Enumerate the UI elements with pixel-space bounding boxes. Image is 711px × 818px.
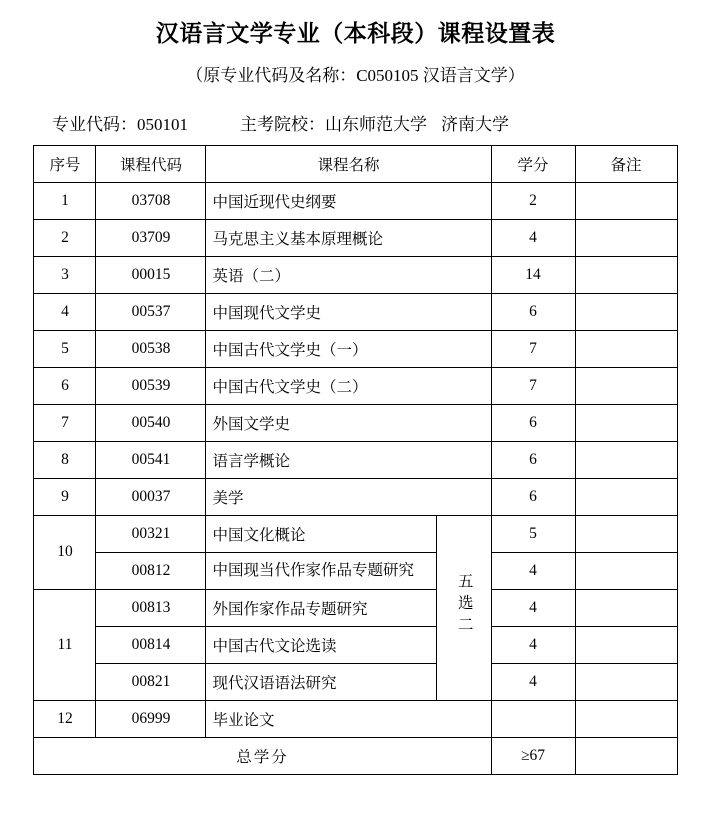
cell-credit: 6 (491, 293, 575, 330)
cell-credit: 6 (491, 478, 575, 515)
cell-remark (575, 219, 677, 256)
total-label: 总学分 (34, 737, 491, 774)
cell-remark (575, 700, 677, 737)
cell-remark (575, 478, 677, 515)
cell-credit: 7 (491, 330, 575, 367)
elective-row (34, 552, 677, 589)
cell-seq-elective-first: 10 (34, 515, 96, 589)
elective-row (34, 626, 677, 663)
total-credit: ≥67 (491, 737, 575, 774)
cell-credit: 4 (491, 663, 575, 700)
cell-remark (575, 367, 677, 404)
cell-name: 中国现当代作家作品专题研究 (206, 552, 437, 589)
elective-pick-note-text: 五选二 (455, 573, 473, 638)
elective-row (34, 515, 677, 552)
cell-remark (575, 589, 677, 626)
table-row (34, 441, 677, 478)
cell-code: 06999 (96, 700, 206, 737)
cell-name: 外国文学史 (206, 404, 491, 441)
cell-code: 00321 (96, 515, 206, 552)
cell-seq: 5 (34, 330, 96, 367)
cell-credit: 4 (491, 219, 575, 256)
cell-seq: 6 (34, 367, 96, 404)
cell-name: 中国古代文论选读 (206, 626, 437, 663)
cell-name: 中国近现代史纲要 (206, 182, 491, 219)
cell-remark (575, 182, 677, 219)
cell-name: 毕业论文 (206, 700, 491, 737)
cell-seq: 2 (34, 219, 96, 256)
cell-code: 00037 (96, 478, 206, 515)
cell-code: 00541 (96, 441, 206, 478)
table-row (34, 219, 677, 256)
table-row (34, 700, 677, 737)
course-table (33, 145, 677, 775)
header-seq: 序号 (34, 145, 96, 182)
exam-school (240, 110, 509, 135)
header-name: 课程名称 (206, 145, 491, 182)
table-header-row (34, 145, 677, 182)
cell-name: 马克思主义基本原理概论 (206, 219, 491, 256)
cell-name: 语言学概论 (206, 441, 491, 478)
cell-seq: 1 (34, 182, 96, 219)
cell-name: 中国文化概论 (206, 515, 437, 552)
cell-credit: 6 (491, 404, 575, 441)
page-subtitle: （原专业代码及名称：C050105 汉语言文学） (186, 66, 525, 86)
cell-seq: 12 (34, 700, 96, 737)
header-remark: 备注 (575, 145, 677, 182)
cell-remark (575, 330, 677, 367)
cell-name: 中国古代文学史（二） (206, 367, 491, 404)
table-row (34, 404, 677, 441)
cell-name: 中国古代文学史（一） (206, 330, 491, 367)
cell-seq: 3 (34, 256, 96, 293)
elective-row (34, 589, 677, 626)
elective-pick-note (437, 515, 491, 700)
cell-code: 00814 (96, 626, 206, 663)
cell-name: 美学 (206, 478, 491, 515)
table-row (34, 182, 677, 219)
cell-remark (575, 404, 677, 441)
header-credit: 学分 (491, 145, 575, 182)
exam-school-secondary: 济南大学 (441, 114, 509, 134)
cell-remark (575, 663, 677, 700)
table-row (34, 293, 677, 330)
cell-code: 00813 (96, 589, 206, 626)
cell-seq: 4 (34, 293, 96, 330)
cell-code: 00540 (96, 404, 206, 441)
cell-credit: 5 (491, 515, 575, 552)
cell-credit: 4 (491, 589, 575, 626)
cell-name: 现代汉语语法研究 (206, 663, 437, 700)
document-meta (30, 110, 681, 135)
header-code: 课程代码 (96, 145, 206, 182)
cell-credit: 14 (491, 256, 575, 293)
cell-credit (491, 700, 575, 737)
cell-remark (575, 626, 677, 663)
major-code: 专业代码：050101 (52, 114, 188, 134)
cell-remark (575, 256, 677, 293)
cell-credit: 4 (491, 552, 575, 589)
cell-name: 英语（二） (206, 256, 491, 293)
cell-seq: 9 (34, 478, 96, 515)
cell-remark (575, 293, 677, 330)
cell-remark (575, 515, 677, 552)
cell-seq: 8 (34, 441, 96, 478)
cell-code: 00537 (96, 293, 206, 330)
cell-code: 00812 (96, 552, 206, 589)
table-row (34, 256, 677, 293)
cell-name: 外国作家作品专题研究 (206, 589, 437, 626)
cell-credit: 4 (491, 626, 575, 663)
cell-code: 03708 (96, 182, 206, 219)
total-row (34, 737, 677, 774)
cell-code: 00821 (96, 663, 206, 700)
cell-name: 中国现代文学史 (206, 293, 491, 330)
cell-seq: 7 (34, 404, 96, 441)
cell-code: 00538 (96, 330, 206, 367)
total-remark (575, 737, 677, 774)
table-row (34, 367, 677, 404)
cell-remark (575, 552, 677, 589)
cell-code: 03709 (96, 219, 206, 256)
cell-code: 00015 (96, 256, 206, 293)
exam-school-primary: 主考院校：山东师范大学 (240, 114, 427, 134)
elective-row (34, 663, 677, 700)
page-title: 汉语言文学专业（本科段）课程设置表 (155, 21, 556, 46)
cell-remark (575, 441, 677, 478)
cell-credit: 6 (491, 441, 575, 478)
cell-credit: 2 (491, 182, 575, 219)
table-row (34, 478, 677, 515)
cell-seq-elective-second: 11 (34, 589, 96, 700)
table-row (34, 330, 677, 367)
cell-credit: 7 (491, 367, 575, 404)
cell-code: 00539 (96, 367, 206, 404)
